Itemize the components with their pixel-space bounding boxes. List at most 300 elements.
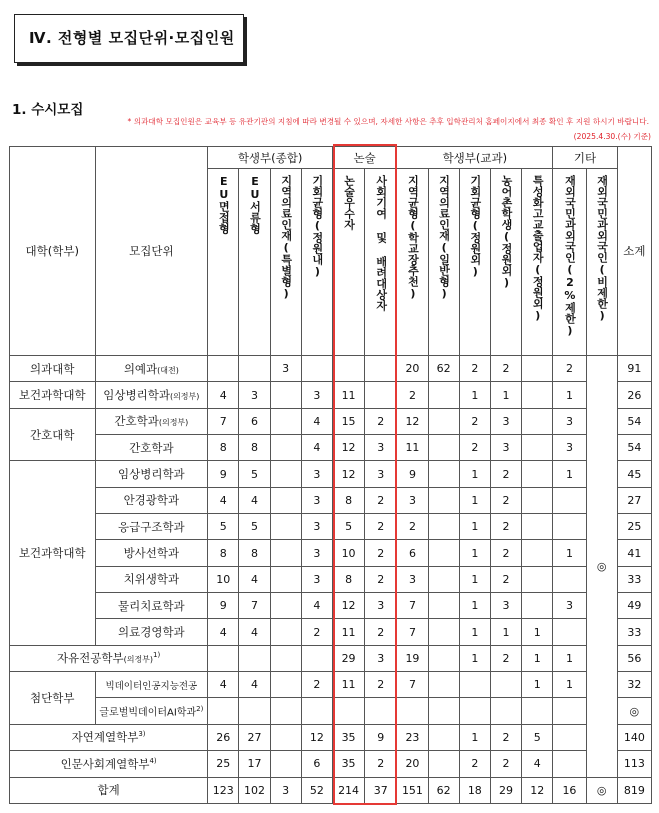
count-cell: 10: [332, 540, 364, 566]
count-cell: 4: [301, 408, 332, 434]
count-cell: 1: [522, 619, 553, 645]
subtotal-cell: 54: [617, 435, 651, 461]
count-cell: 1: [553, 540, 586, 566]
subtotal-cell: ◎: [617, 698, 651, 724]
unit-cell: [95, 461, 208, 487]
count-cell: [270, 514, 301, 540]
count-cell: 214: [332, 777, 364, 804]
count-cell: 8: [239, 435, 270, 461]
subtotal-cell: 33: [617, 619, 651, 645]
unit-name: 합계: [97, 783, 120, 798]
unit-name: 빅데이터인공지능전공: [105, 680, 198, 692]
count-cell: [270, 382, 301, 408]
subtotal-cell: 41: [617, 540, 651, 566]
subtotal-cell: 54: [617, 408, 651, 434]
count-cell: [428, 751, 459, 777]
count-cell: 4: [239, 487, 270, 513]
column-header-label: 지역의료인재(특별형): [279, 175, 293, 300]
count-cell: 29: [332, 645, 364, 671]
unit-name: 임상병리학과: [118, 467, 185, 482]
group-header-essay: 논술: [332, 147, 396, 169]
unit-name: 글로벌빅데이터AI학과: [99, 707, 197, 719]
count-cell: 3: [301, 540, 332, 566]
unit-cell: [95, 435, 208, 461]
count-cell: 35: [332, 724, 364, 750]
column-header-label: 농어촌학생(정원외): [500, 175, 513, 289]
column-header-label: 사회기여 및 배려대상자: [374, 175, 388, 311]
count-cell: 6: [397, 540, 428, 566]
notice-text: * 의과대학 모집인원은 교육부 등 유관기관의 지침에 따라 변경될 수 있으며, 자세한 사항은 추후 입학관리처 홈페이지에서 최종 확인 후 지원 하시기 바랍니다.: [127, 117, 649, 126]
count-cell: 20: [397, 751, 428, 777]
count-cell: [428, 672, 459, 698]
count-cell: 2: [490, 724, 521, 750]
count-cell: [365, 356, 397, 382]
table-row: [10, 645, 652, 671]
unit-name: 안경광학과: [123, 493, 180, 508]
count-cell: [522, 435, 553, 461]
column-header-label: 기회균형(정원내): [310, 175, 324, 278]
column-header-label: 특성화고교출업자(정원외): [531, 175, 545, 322]
college-cell: 보건과학대학: [10, 382, 96, 408]
count-cell: [428, 645, 459, 671]
count-cell: [332, 698, 364, 724]
count-cell: 7: [397, 672, 428, 698]
count-cell: [428, 408, 459, 434]
count-cell: 1: [459, 645, 490, 671]
count-cell: 4: [208, 619, 239, 645]
subtotal-cell: 819: [617, 777, 651, 804]
count-cell: 5: [522, 724, 553, 750]
unit-cell: [95, 540, 208, 566]
college-cell: 보건과학대학: [10, 461, 96, 645]
count-cell: 6: [301, 751, 332, 777]
count-cell: 8: [208, 540, 239, 566]
unit-campus-note: (대전): [157, 365, 179, 375]
count-cell: [239, 645, 270, 671]
header-subtotal: 소계: [617, 147, 651, 356]
count-cell: 15: [332, 408, 364, 434]
count-cell: 2: [490, 514, 521, 540]
table-row: [10, 724, 652, 750]
count-cell: 12: [332, 461, 364, 487]
unit-campus-note: (의정부): [123, 655, 154, 665]
unit-footnote-mark: 1): [153, 651, 161, 660]
count-cell: [553, 619, 586, 645]
count-cell: 1: [522, 645, 553, 671]
unit-name: 자연계열학부: [71, 730, 139, 745]
count-cell: [428, 566, 459, 592]
count-cell: [428, 619, 459, 645]
subsection-title: 1. 수시모집: [12, 102, 84, 118]
count-cell: 3: [301, 382, 332, 408]
column-header: [270, 169, 301, 356]
college-cell: 의과대학: [10, 356, 96, 382]
count-cell: 8: [332, 566, 364, 592]
count-cell: 1: [459, 514, 490, 540]
count-cell: [270, 566, 301, 592]
count-cell: 9: [208, 593, 239, 619]
count-cell: 3: [365, 645, 397, 671]
count-cell: 2: [365, 672, 397, 698]
count-cell: 102: [239, 777, 270, 804]
count-cell: 4: [301, 435, 332, 461]
count-cell: 3: [553, 593, 586, 619]
count-cell: 6: [239, 408, 270, 434]
unit-footnote-mark: 4): [149, 757, 157, 765]
unit-cell: [10, 724, 208, 750]
count-cell: 52: [301, 777, 332, 804]
count-cell: [365, 382, 397, 408]
count-cell: 2: [490, 356, 521, 382]
column-header: [239, 169, 270, 356]
count-cell: 1: [553, 645, 586, 671]
unit-cell: [95, 356, 208, 382]
count-cell: [301, 356, 332, 382]
count-cell: 35: [332, 751, 364, 777]
subtotal-cell: 140: [617, 724, 651, 750]
college-cell: 첨단학부: [10, 672, 96, 725]
column-header-label: 지역균형(학교장추천): [406, 175, 420, 300]
count-cell: 1: [553, 672, 586, 698]
count-cell: [522, 540, 553, 566]
unit-name: 치위생학과: [123, 572, 180, 587]
count-cell: 1: [553, 461, 586, 487]
count-cell: 8: [332, 487, 364, 513]
count-cell: [208, 356, 239, 382]
count-cell: 1: [459, 487, 490, 513]
count-cell: 2: [459, 751, 490, 777]
column-header: [428, 169, 459, 356]
unit-name: 임상병리학과: [103, 388, 170, 403]
count-cell: 23: [397, 724, 428, 750]
unit-footnote-mark: 3): [138, 730, 146, 739]
count-cell: 2: [365, 514, 397, 540]
column-header: [301, 169, 332, 356]
count-cell: 2: [365, 566, 397, 592]
count-cell: [365, 698, 397, 724]
table-row: [10, 408, 652, 434]
unit-name: 방사선학과: [123, 546, 180, 561]
count-cell: 9: [208, 461, 239, 487]
count-cell: 3: [490, 435, 521, 461]
count-cell: [522, 593, 553, 619]
count-cell: 3: [301, 566, 332, 592]
count-cell: [270, 435, 301, 461]
count-cell: [522, 408, 553, 434]
count-cell: 29: [490, 777, 521, 804]
unit-name: 의예과: [123, 361, 158, 376]
unit-footnote-mark: 2): [196, 704, 204, 713]
count-cell: 62: [428, 356, 459, 382]
column-header-label: 논술우수자: [342, 175, 356, 230]
count-cell: 3: [490, 408, 521, 434]
unit-name: 의료경영학과: [118, 625, 185, 640]
count-cell: 17: [239, 751, 270, 777]
table-row: [10, 356, 652, 382]
unit-name: 간호학과: [114, 414, 159, 429]
count-cell: 1: [459, 382, 490, 408]
count-cell: 11: [332, 382, 364, 408]
count-cell: 1: [459, 461, 490, 487]
count-cell: 2: [365, 751, 397, 777]
count-cell: [553, 487, 586, 513]
unit-cell: [95, 566, 208, 592]
count-cell: [428, 724, 459, 750]
unit-name: 물리치료학과: [118, 598, 185, 613]
count-cell: 2: [490, 751, 521, 777]
group-header-other: 기타: [553, 147, 617, 169]
count-cell: 4: [239, 619, 270, 645]
count-cell: [553, 514, 586, 540]
count-cell: [522, 514, 553, 540]
count-cell: 11: [397, 435, 428, 461]
count-cell: 2: [365, 487, 397, 513]
count-cell: [490, 698, 521, 724]
column-header-label: 재외국민과외국인(비제한): [595, 175, 609, 322]
count-cell: [270, 672, 301, 698]
count-cell: 2: [365, 408, 397, 434]
count-cell: 4: [208, 382, 239, 408]
count-cell: 1: [459, 540, 490, 566]
count-cell: [428, 593, 459, 619]
table-row: [10, 435, 652, 461]
count-cell: 7: [239, 593, 270, 619]
count-cell: 26: [208, 724, 239, 750]
count-cell: [270, 751, 301, 777]
subtotal-cell: 33: [617, 566, 651, 592]
column-header: [208, 169, 239, 356]
group-header-comprehensive: 학생부(종합): [208, 147, 333, 169]
count-cell: 1: [490, 382, 521, 408]
count-cell: 11: [332, 672, 364, 698]
count-cell: 4: [239, 672, 270, 698]
count-cell: 1: [490, 619, 521, 645]
column-header: [490, 169, 521, 356]
column-header: [586, 169, 617, 356]
count-cell: 2: [301, 619, 332, 645]
unit-name: 응급구조학과: [118, 519, 185, 534]
count-cell: 5: [332, 514, 364, 540]
count-cell: 4: [239, 566, 270, 592]
count-cell: [428, 487, 459, 513]
count-cell: [553, 566, 586, 592]
count-cell: [301, 645, 332, 671]
unit-cell: [95, 698, 208, 724]
count-cell: [270, 408, 301, 434]
count-cell: 3: [397, 566, 428, 592]
subtotal-cell: 45: [617, 461, 651, 487]
table-row: [10, 461, 652, 487]
count-cell: [270, 724, 301, 750]
count-cell: 7: [397, 593, 428, 619]
column-header: [553, 169, 586, 356]
count-cell: [490, 672, 521, 698]
count-cell: 7: [208, 408, 239, 434]
count-cell: [208, 645, 239, 671]
count-cell: 2: [490, 540, 521, 566]
unit-name: 자유전공학부: [56, 651, 124, 666]
college-cell: 간호대학: [10, 408, 96, 461]
column-header: [397, 169, 428, 356]
count-cell: ◎: [586, 777, 617, 804]
subtotal-cell: 91: [617, 356, 651, 382]
count-cell: 3: [365, 461, 397, 487]
unit-cell: [95, 408, 208, 434]
count-cell: 25: [208, 751, 239, 777]
count-cell: 3: [553, 408, 586, 434]
column-header-label: 재외국민과외국인(2%제한): [563, 175, 577, 337]
table-row: [10, 619, 652, 645]
unit-cell: [95, 514, 208, 540]
count-cell: [270, 645, 301, 671]
count-cell: 2: [459, 435, 490, 461]
count-cell: 9: [397, 461, 428, 487]
count-cell: [270, 487, 301, 513]
unlimited-mark-cell: ◎: [586, 356, 617, 778]
count-cell: 1: [553, 382, 586, 408]
count-cell: 3: [301, 514, 332, 540]
count-cell: 1: [459, 619, 490, 645]
group-header-grades: 학생부(교과): [397, 147, 553, 169]
table-row: [10, 593, 652, 619]
column-header: [459, 169, 490, 356]
count-cell: [428, 435, 459, 461]
count-cell: 7: [397, 619, 428, 645]
subtotal-cell: 27: [617, 487, 651, 513]
column-header: [332, 169, 364, 356]
count-cell: [553, 698, 586, 724]
unit-name: 간호학과: [129, 440, 174, 455]
count-cell: 2: [553, 356, 586, 382]
count-cell: 3: [270, 356, 301, 382]
unit-cell: [95, 487, 208, 513]
count-cell: [459, 698, 490, 724]
unit-cell: [95, 672, 208, 698]
count-cell: 151: [397, 777, 428, 804]
column-header: [522, 169, 553, 356]
section-title: Ⅳ. 전형별 모집단위·모집인원: [29, 29, 235, 47]
unit-cell: [95, 593, 208, 619]
count-cell: [522, 487, 553, 513]
count-cell: [553, 751, 586, 777]
count-cell: 20: [397, 356, 428, 382]
count-cell: 8: [239, 540, 270, 566]
count-cell: [208, 698, 239, 724]
count-cell: 3: [365, 593, 397, 619]
count-cell: [270, 461, 301, 487]
count-cell: 3: [239, 382, 270, 408]
count-cell: 3: [553, 435, 586, 461]
unit-cell: [95, 382, 208, 408]
count-cell: [270, 698, 301, 724]
count-cell: [428, 382, 459, 408]
count-cell: [239, 356, 270, 382]
count-cell: [397, 698, 428, 724]
table-row: [10, 540, 652, 566]
count-cell: 2: [365, 540, 397, 566]
unit-name: 인문사회계열학부: [60, 756, 150, 771]
count-cell: [522, 566, 553, 592]
count-cell: 5: [239, 514, 270, 540]
table-row: [10, 514, 652, 540]
count-cell: [428, 461, 459, 487]
count-cell: [428, 698, 459, 724]
table-row: [10, 487, 652, 513]
count-cell: 1: [459, 566, 490, 592]
count-cell: [459, 672, 490, 698]
count-cell: 2: [490, 566, 521, 592]
header-unit: 모집단위: [95, 147, 208, 356]
count-cell: 16: [553, 777, 586, 804]
count-cell: 10: [208, 566, 239, 592]
count-cell: [332, 356, 364, 382]
table-row: [10, 698, 652, 724]
table-row: [10, 566, 652, 592]
count-cell: 4: [208, 672, 239, 698]
column-header-label: 기회균형(정원외): [468, 175, 482, 278]
count-cell: 37: [365, 777, 397, 804]
count-cell: 12: [332, 593, 364, 619]
count-cell: 3: [365, 435, 397, 461]
header-college: 대학(학부): [10, 147, 96, 356]
count-cell: 2: [459, 356, 490, 382]
subtotal-cell: 26: [617, 382, 651, 408]
count-cell: 3: [301, 487, 332, 513]
count-cell: [270, 619, 301, 645]
admission-table: [9, 146, 652, 804]
count-cell: 2: [365, 619, 397, 645]
count-cell: [428, 514, 459, 540]
count-cell: 9: [365, 724, 397, 750]
count-cell: 4: [522, 751, 553, 777]
count-cell: 12: [301, 724, 332, 750]
count-cell: 1: [459, 724, 490, 750]
column-header: [365, 169, 397, 356]
column-header-label: EU서류형: [248, 175, 262, 234]
count-cell: 19: [397, 645, 428, 671]
count-cell: 4: [208, 487, 239, 513]
count-cell: 123: [208, 777, 239, 804]
count-cell: 12: [332, 435, 364, 461]
count-cell: 2: [301, 672, 332, 698]
count-cell: [553, 724, 586, 750]
count-cell: [522, 382, 553, 408]
unit-cell: [10, 777, 208, 804]
count-cell: [270, 540, 301, 566]
count-cell: 2: [490, 461, 521, 487]
count-cell: [270, 593, 301, 619]
notice-date: (2025.4.30.(수) 기준): [573, 132, 651, 141]
column-header-label: EU면접형: [217, 175, 231, 234]
count-cell: 5: [208, 514, 239, 540]
count-cell: 2: [490, 645, 521, 671]
subtotal-cell: 32: [617, 672, 651, 698]
count-cell: [428, 540, 459, 566]
count-cell: 4: [301, 593, 332, 619]
count-cell: 1: [522, 672, 553, 698]
count-cell: 12: [522, 777, 553, 804]
table-row: [10, 777, 652, 804]
count-cell: [522, 461, 553, 487]
count-cell: [522, 356, 553, 382]
count-cell: [301, 698, 332, 724]
count-cell: 3: [490, 593, 521, 619]
count-cell: 18: [459, 777, 490, 804]
count-cell: 5: [239, 461, 270, 487]
count-cell: 2: [397, 382, 428, 408]
table-row: [10, 751, 652, 777]
count-cell: 27: [239, 724, 270, 750]
